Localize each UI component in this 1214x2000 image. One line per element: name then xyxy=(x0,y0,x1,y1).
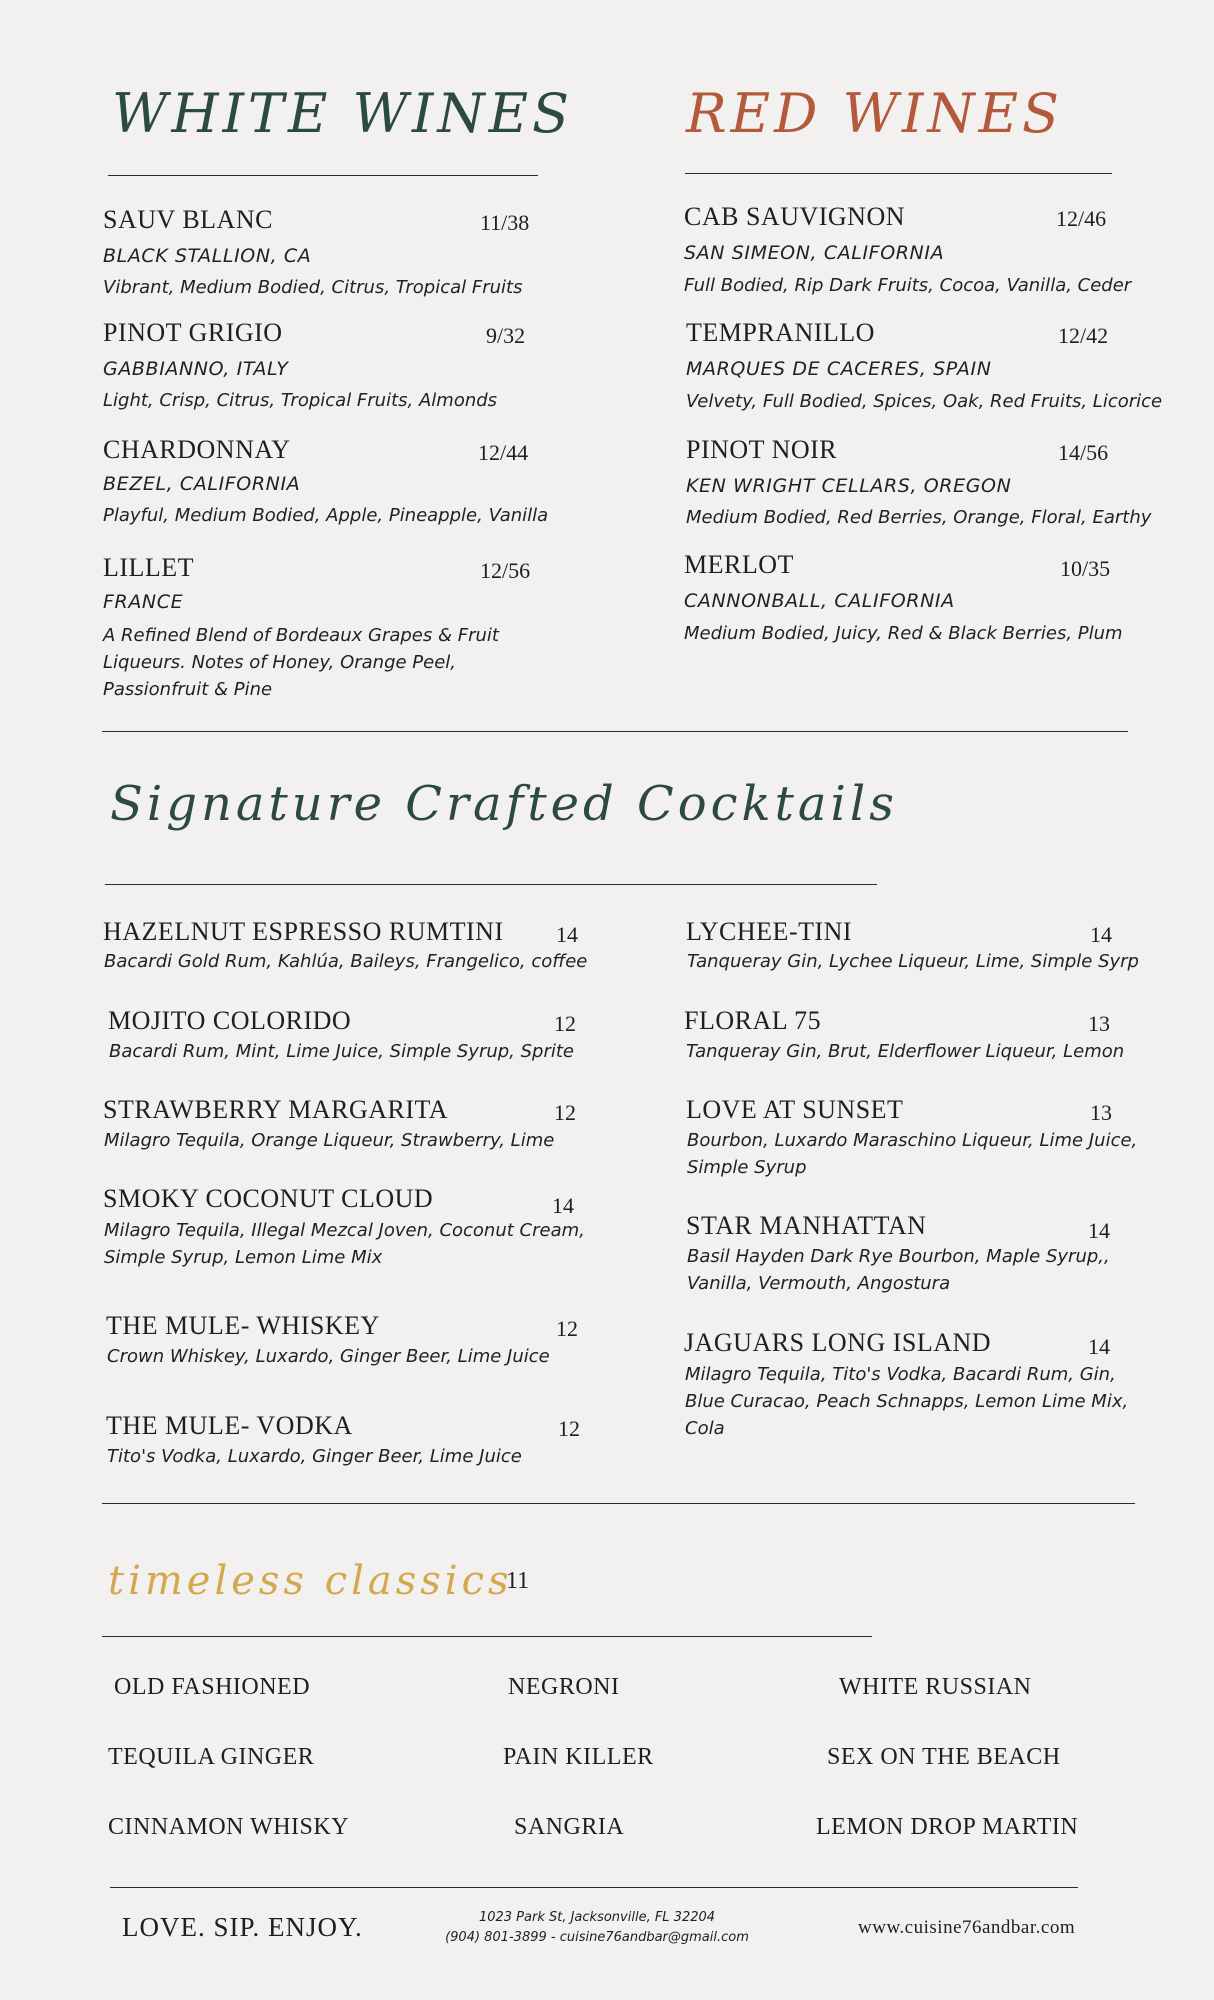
cocktail-price: 14 xyxy=(556,922,578,947)
wine-region: SAN SIMEON, CALIFORNIA xyxy=(684,242,945,264)
cocktail-desc: Tanqueray Gin, Brut, Elderflower Liqueur, Lemon xyxy=(686,1041,1125,1062)
cocktail-name: STRAWBERRY MARGARITA xyxy=(103,1095,449,1124)
wine-name: SAUV BLANC xyxy=(103,205,273,234)
cocktail-price: 12 xyxy=(558,1416,580,1441)
wine-name: PINOT GRIGIO xyxy=(103,318,283,347)
cocktail-name: STAR MANHATTAN xyxy=(686,1211,927,1240)
cocktail-desc: Crown Whiskey, Luxardo, Ginger Beer, Lime Juice xyxy=(107,1346,550,1367)
wine-notes: Medium Bodied, Red Berries, Orange, Floral, Earthy xyxy=(686,507,1152,528)
wine-region: MARQUES DE CACERES, SPAIN xyxy=(686,358,992,380)
wine-price: 12/46 xyxy=(1056,206,1107,231)
cocktail-price: 12 xyxy=(554,1100,576,1125)
cocktail-price: 14 xyxy=(1088,1334,1110,1359)
cocktail-price: 14 xyxy=(1088,1218,1110,1243)
wine-price: 11/38 xyxy=(480,210,530,235)
wine-region: FRANCE xyxy=(103,591,184,613)
classic-item: OLD FASHIONED xyxy=(114,1674,311,1700)
cocktail-name: THE MULE- WHISKEY xyxy=(106,1311,380,1340)
classic-item: WHITE RUSSIAN xyxy=(839,1674,1032,1700)
cocktails-bottom-rule xyxy=(102,1503,1135,1504)
cocktail-desc: Milagro Tequila, Illegal Mezcal Joven, Coconut Cream, Simple Syrup, Lemon Lime Mix xyxy=(104,1220,585,1268)
classic-item: PAIN KILLER xyxy=(503,1744,654,1770)
wine-region: BLACK STALLION, CA xyxy=(103,245,312,267)
wine-region: KEN WRIGHT CELLARS, OREGON xyxy=(686,475,1012,497)
cocktail-price: 12 xyxy=(556,1316,578,1341)
wine-notes: Medium Bodied, Juicy, Red & Black Berries, Plum xyxy=(684,623,1123,644)
cocktail-desc: Milagro Tequila, Orange Liqueur, Strawberry, Lime xyxy=(104,1130,555,1151)
cocktail-name: JAGUARS LONG ISLAND xyxy=(684,1328,992,1357)
classics-title-rule xyxy=(102,1636,872,1637)
cocktails-title-rule xyxy=(105,884,877,885)
wine-name: LILLET xyxy=(103,553,195,582)
cocktail-price: 14 xyxy=(552,1193,574,1218)
wine-price: 12/44 xyxy=(478,440,529,465)
wine-notes: Velvety, Full Bodied, Spices, Oak, Red Fruits, Licorice xyxy=(686,391,1163,412)
wine-price: 12/56 xyxy=(480,558,531,583)
wine-region: BEZEL, CALIFORNIA xyxy=(103,473,301,495)
cocktail-desc: Basil Hayden Dark Rye Bourbon, Maple Syrup,, Vanilla, Vermouth, Angostura xyxy=(687,1246,1110,1294)
cocktail-name: HAZELNUT ESPRESSO RUMTINI xyxy=(103,917,504,946)
classic-item: LEMON DROP MARTIN xyxy=(816,1814,1079,1840)
cocktail-price: 13 xyxy=(1090,1100,1112,1125)
red-wines-title: RED WINES xyxy=(686,82,1064,145)
wine-price: 12/42 xyxy=(1058,323,1109,348)
wine-price: 10/35 xyxy=(1060,556,1111,581)
classics-price: 11 xyxy=(506,1568,530,1594)
cocktail-desc: Tito's Vodka, Luxardo, Ginger Beer, Lime Juice xyxy=(107,1446,522,1467)
cocktail-price: 14 xyxy=(1090,922,1112,947)
classic-item: SEX ON THE BEACH xyxy=(827,1744,1061,1770)
cocktail-desc: Bacardi Rum, Mint, Lime Juice, Simple Syrup, Sprite xyxy=(109,1041,575,1062)
wine-notes: Playful, Medium Bodied, Apple, Pineapple, Vanilla xyxy=(103,505,549,526)
white-wines-rule xyxy=(108,175,538,176)
footer-address: 1023 Park St, Jacksonville, FL 32204 xyxy=(478,1910,716,1925)
cocktail-desc: Bourbon, Luxardo Maraschino Liqueur, Lime Juice, Simple Syrup xyxy=(687,1130,1138,1178)
cocktail-desc: Bacardi Gold Rum, Kahlúa, Baileys, Frangelico, coffee xyxy=(104,951,588,972)
classic-item: TEQUILA GINGER xyxy=(108,1744,315,1770)
wine-notes: Light, Crisp, Citrus, Tropical Fruits, Almonds xyxy=(103,390,498,411)
footer-rule xyxy=(110,1887,1078,1888)
cocktail-price: 12 xyxy=(554,1011,576,1036)
classic-item: SANGRIA xyxy=(514,1814,625,1840)
classic-item: NEGRONI xyxy=(508,1674,620,1700)
wine-price: 14/56 xyxy=(1058,440,1109,465)
cocktail-name: FLORAL 75 xyxy=(684,1006,822,1035)
cocktails-title: Signature Crafted Cocktails xyxy=(110,776,898,832)
wine-notes: A Refined Blend of Bordeaux Grapes & Fruit Liqueurs. Notes of Honey, Orange Peel, Passionfruit & Pine xyxy=(103,625,499,700)
classic-item: CINNAMON WHISKY xyxy=(108,1814,350,1840)
footer-website[interactable]: www.cuisine76andbar.com xyxy=(858,1917,1076,1938)
red-wines-rule xyxy=(685,173,1112,174)
wine-notes: Vibrant, Medium Bodied, Citrus, Tropical Fruits xyxy=(103,277,523,298)
cocktail-desc: Milagro Tequila, Tito's Vodka, Bacardi Rum, Gin, Blue Curacao, Peach Schnapps, Lemon Lime Mix, Cola xyxy=(685,1364,1129,1439)
cocktail-name: MOJITO COLORIDO xyxy=(108,1006,352,1035)
cocktail-desc: Tanqueray Gin, Lychee Liqueur, Lime, Simple Syrp xyxy=(687,951,1139,972)
wine-price: 9/32 xyxy=(486,323,526,348)
footer-tagline: LOVE. SIP. ENJOY. xyxy=(122,1912,363,1942)
wine-name: CAB SAUVIGNON xyxy=(684,202,906,231)
wine-name: PINOT NOIR xyxy=(686,435,838,464)
footer-contact: (904) 801-3899 - cuisine76andbar@gmail.com xyxy=(445,1930,749,1945)
wine-notes: Full Bodied, Rip Dark Fruits, Cocoa, Vanilla, Ceder xyxy=(684,275,1132,296)
wine-name: CHARDONNAY xyxy=(103,435,291,464)
cocktail-name: SMOKY COCONUT CLOUD xyxy=(103,1184,434,1213)
classics-title: timeless classics xyxy=(108,1558,513,1604)
wines-bottom-rule xyxy=(102,731,1128,732)
wine-region: CANNONBALL, CALIFORNIA xyxy=(684,590,955,612)
wine-region: GABBIANNO, ITALY xyxy=(103,358,289,380)
wine-name: TEMPRANILLO xyxy=(686,318,875,347)
white-wines-title: WHITE WINES xyxy=(112,82,574,145)
cocktail-name: THE MULE- VODKA xyxy=(106,1411,353,1440)
wine-name: MERLOT xyxy=(684,550,794,579)
cocktail-name: LYCHEE-TINI xyxy=(686,917,853,946)
cocktail-price: 13 xyxy=(1088,1011,1110,1036)
cocktail-name: LOVE AT SUNSET xyxy=(686,1095,904,1124)
